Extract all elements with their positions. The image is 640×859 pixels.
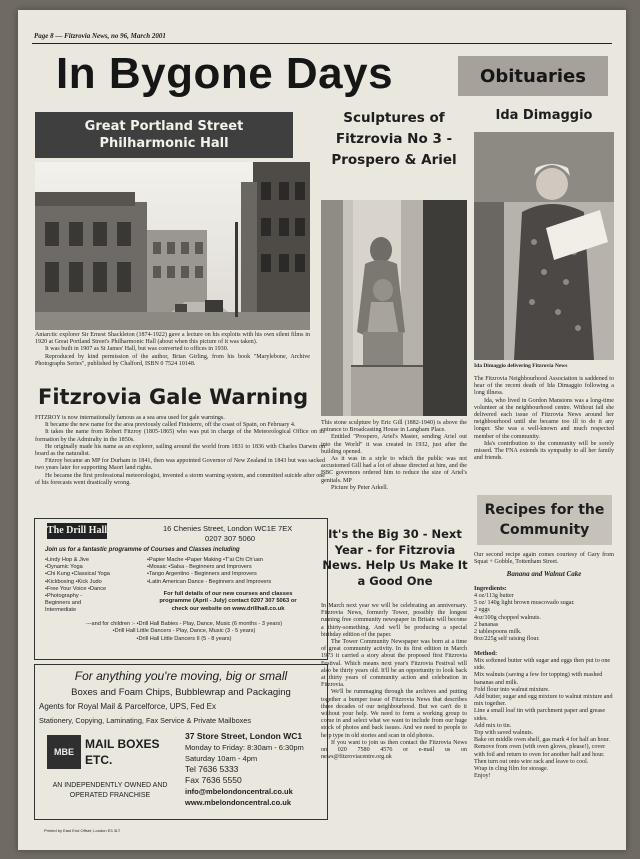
mbe-website: www.mbelondoncentral.co.uk [185, 798, 291, 807]
gale-paragraph: It became the new name for the area previously called Finisterre, off the coast of Spain, on February 4. [45, 422, 296, 429]
gale-warning-article [35, 415, 325, 487]
newspaper-page [18, 10, 626, 850]
big30-paragraph: The Tower Community Newspaper was born at a time of great community activity. In its first edition in March 1973 it carried a story about the proposed first Fitzrovia Festival. Which means next year's Fitzrovia Festival will also be thirty years old. It'll be an opportunity to look back at thirty years of community action and celebration in Fitzrovia. [321, 639, 467, 689]
mbe-brand-line1: MAIL BOXES [85, 737, 160, 751]
page-folio: Page 8 — Fitzrovia News, no 96, March 2001 [34, 32, 166, 40]
drill-hall-courses-right: •Papier Mache •Paper Making •T'ai Chi Ch'uan •Mosaic •Salsa - Beginners and Improvers •Tango Argentino - Beginners and Improvers •Latin American Dance - Beginners and Improvers [147, 557, 272, 585]
mbe-contact-block [185, 731, 304, 808]
drill-hall-advert [34, 518, 328, 660]
philharmonic-title [35, 112, 293, 158]
drill-hall-phone: 0207 307 5060 [205, 534, 256, 543]
recipes-heading: Recipes for the Community [477, 495, 612, 545]
gale-warning-headline: Fitzrovia Gale Warning [38, 385, 309, 409]
mbe-franchise-note: AN INDEPENDENTLY OWNED AND OPERATED FRANCHISE [52, 782, 168, 799]
method-steps: Mix softened butter with sugar and eggs then put to one side. Mix walnuts (saving a few for topping) with mashed bananas and milk. Fold flour into walnut mixture. Add butter, sugar and egg mixture to walnut mixture and mix together. Line a small loaf tin with parchment paper and grease sides. Add mix to tin. Top with saved walnuts. Bake on middle oven shelf, gas mark 4 for half an hour. Remove from oven (with oven gloves, please!), cover with foil and return to oven for another half and hour. Then turn out onto wire rack and leave to cool. Wrap in cling film for storage. Enjoy! [474, 658, 613, 780]
mbe-logo-mark: MBE [47, 735, 81, 769]
obituary-name-heading: Ida Dimaggio [495, 108, 593, 123]
folio-rule [32, 43, 612, 44]
mbe-address: 37 Store Street, London WC1 [185, 731, 303, 741]
big30-headline: It's the Big 30 - Next Year - for Fitzrovia News. Help Us Make It a Good One [322, 527, 468, 588]
obituary-paragraph: The Fitzrovia Neighbourhood Association is saddened to hear of the recent death of Ida Dimaggio following a long illness. [474, 376, 614, 397]
method-label: Method: [474, 650, 498, 657]
page-title: In Bygone Days [56, 49, 394, 98]
obituaries-heading: Obituaries [458, 56, 608, 96]
obituary-photo-caption: Ida Dimaggio delivering Fitzrovia News [474, 363, 568, 369]
philharmonic-caption-block [35, 332, 310, 368]
mbe-line-boxes: Boxes and Foam Chips, Bubblewrap and Packaging [71, 687, 291, 698]
sculpture-paragraph: As it was in a style to which the public was not accustomed Gill had a lot of abuse directed at him, and the BBC governors ordered him to reduce the size of Ariel's genitals. MP [321, 456, 467, 484]
drill-hall-courses-left: •Lindy Hop & Jive •Dynamic Yoga •Chi Kung •Classical Yoga •Kickboxing •Kick Judo •Free Your Voice •Dance •Photography - Beginners and Intermediate [45, 557, 110, 614]
big30-paragraph: If you want to join us then contact the Fitzrovia News on 020 7580 4576 or e-mail us on news@fitzroviacentre.org.uk [321, 739, 467, 761]
obituary-paragraph: Ida's contribution to the community will be sorely missed. The FNA extends its sympathy to all her family and friends. [474, 440, 614, 462]
prospero-ariel-sculpture-photo [321, 200, 467, 416]
sculpture-headline: Sculptures of Fitzrovia No 3 - Prospero & Ariel [331, 110, 457, 168]
philharmonic-paragraph: It was built in 1907 as St James' Hall, but was converted to offices in 1930. [45, 346, 229, 353]
big30-article [321, 603, 467, 761]
philharmonic-title-line2: Philharmonic Hall [99, 136, 229, 151]
mbe-email: info@mbelondoncentral.co.uk [185, 787, 293, 796]
mbe-headline: For anything you're moving, big or small [74, 669, 288, 683]
mbe-line-agents: Agents for Royal Mail & Parcelforce, UPS, Fed Ex [39, 702, 216, 711]
sculpture-photo-credit: Picture by Peter Arkell. [331, 484, 389, 491]
drill-hall-children: ---and for children :- •Drill Hall Babies - Play, Dance, Music (6 months - 3 years) •Drill Hall Little Dancers - Play, Dance, Music (3 - 5 years) •Drill Hall Little Dancers II (5 - 8 years) [85, 621, 283, 642]
philharmonic-hall-photo [35, 162, 310, 330]
ingredients-list: 4 oz/113g butter 5 oz/ 140g light brown muscovado sugar. 2 eggs 4oz/100g chopped walnuts. 2 bananas 2 tablespoons milk. 8oz/225g self raising flour. [474, 593, 575, 643]
mail-boxes-etc-advert [34, 664, 328, 820]
ingredients-label: Ingredients: [474, 585, 507, 592]
big30-paragraph: We'll be rummaging through the archives and putting together a bumper issue of Fitzrovia News that describes three decades of our neighbourhood. But we can't do it without your help. We need to form a working group to come in and select what we want to include from our huge stock of photos and back issues. And we need to people to help type in old stories and scan in old photos. [321, 689, 467, 739]
mbe-hours-weekday: Monday to Friday: 8:30am - 6:30pm [185, 743, 304, 752]
sculpture-paragraph: Entitled "Prospero, Ariel's Master, sending Ariel out into the World" it was created in 1932, just after the building opened. [321, 434, 467, 455]
gale-paragraph: It takes the name from Robert Fitzroy (1805-1865) who was put in charge of the Meteorological Office on its formation by the Admiralty in the 1850s. [35, 429, 325, 443]
sculpture-article [321, 420, 467, 492]
drill-hall-logo: The Drill Hall [47, 523, 107, 539]
drill-hall-details: For full details of our new courses and classes programme (April - July) contact 0207 307 5063 or check our website on www.drillhall.co.uk [159, 591, 297, 612]
gale-paragraph: He became the first professional meteorologist, invented a storm warning system, and committed suicide after one of his forecasts went drastically wrong. [35, 472, 325, 486]
philharmonic-caption: Antarctic explorer Sir Ernest Shackleton (1874-1922) gave a lecture on his exploits with his own silent films in 1920 at Great Portland Street's Philharmonic Hall (about when this picture of it was taken). [35, 332, 310, 346]
gale-paragraph: He originally made his name as an explorer, sailing around the world from 1831 to 1836 with Charles Darwin on board as the naturalist. [35, 443, 325, 458]
recipe-dish-name: Banana and Walnut Cake [506, 570, 582, 578]
recipe-intro: Our second recipe again comes courtesy of Gary from Squat + Gobble, Tottenham Street. [474, 552, 614, 566]
philharmonic-credit: Reproduced by kind permission of the author, Brian Girling, from his book "Marylebone, Archive Photographs Series", published by Chalford, ISBN 0 7524 10148. [35, 353, 310, 367]
mbe-brand-line2: ETC. [85, 753, 113, 767]
philharmonic-title-line1: Great Portland Street [84, 119, 244, 134]
gale-paragraph: FITZROY is now internationally famous as a sea area used for gale warnings. [35, 415, 225, 421]
obituary-paragraph: Ida, who lived in Gordon Mansions was a long-time volunteer at the neighbourhood centre. Without fail she delivered each issue of Fitzrovia News around her neighbourhood until she became too ill to do it any longer. She was a well-known and much respected member of the community. [474, 397, 614, 440]
gale-paragraph: Fitzroy became an MP for Durham in 1841, then was appointed Governor of New Zealand in 1843 but was sacked two years later for supporting Maori land rights. [35, 458, 325, 472]
sculpture-paragraph: This stone sculpture by Eric Gill (1882-1940) is above the entrance to Broadcasting House in Langham Place. [321, 420, 467, 434]
printer-credit: Printed by East End Offset, London E3 3LT [44, 828, 121, 833]
drill-hall-address: 16 Chenies Street, London WC1E 7EX [163, 524, 293, 533]
mbe-line-services: Stationery, Copying, Laminating, Fax Service & Private Mailboxes [39, 716, 251, 725]
drill-hall-intro: Join us for a fantastic programme of Courses and Classes including [45, 547, 240, 553]
mbe-fax: Fax 7636 5550 [185, 775, 242, 785]
obituary-article [474, 376, 614, 462]
mbe-hours-saturday: Saturday 10am - 4pm [185, 754, 258, 763]
big30-paragraph: In March next year we will be celebrating an anniversary. Fitzrovia News, formerly Tower, possibly the longest running free community newspaper in Britain will become a thirty-something. And we'll be producing a special birthday edition of the paper. [321, 603, 467, 638]
mbe-telephone: Tel 7636 5333 [185, 764, 239, 774]
ida-dimaggio-photo [474, 132, 614, 360]
